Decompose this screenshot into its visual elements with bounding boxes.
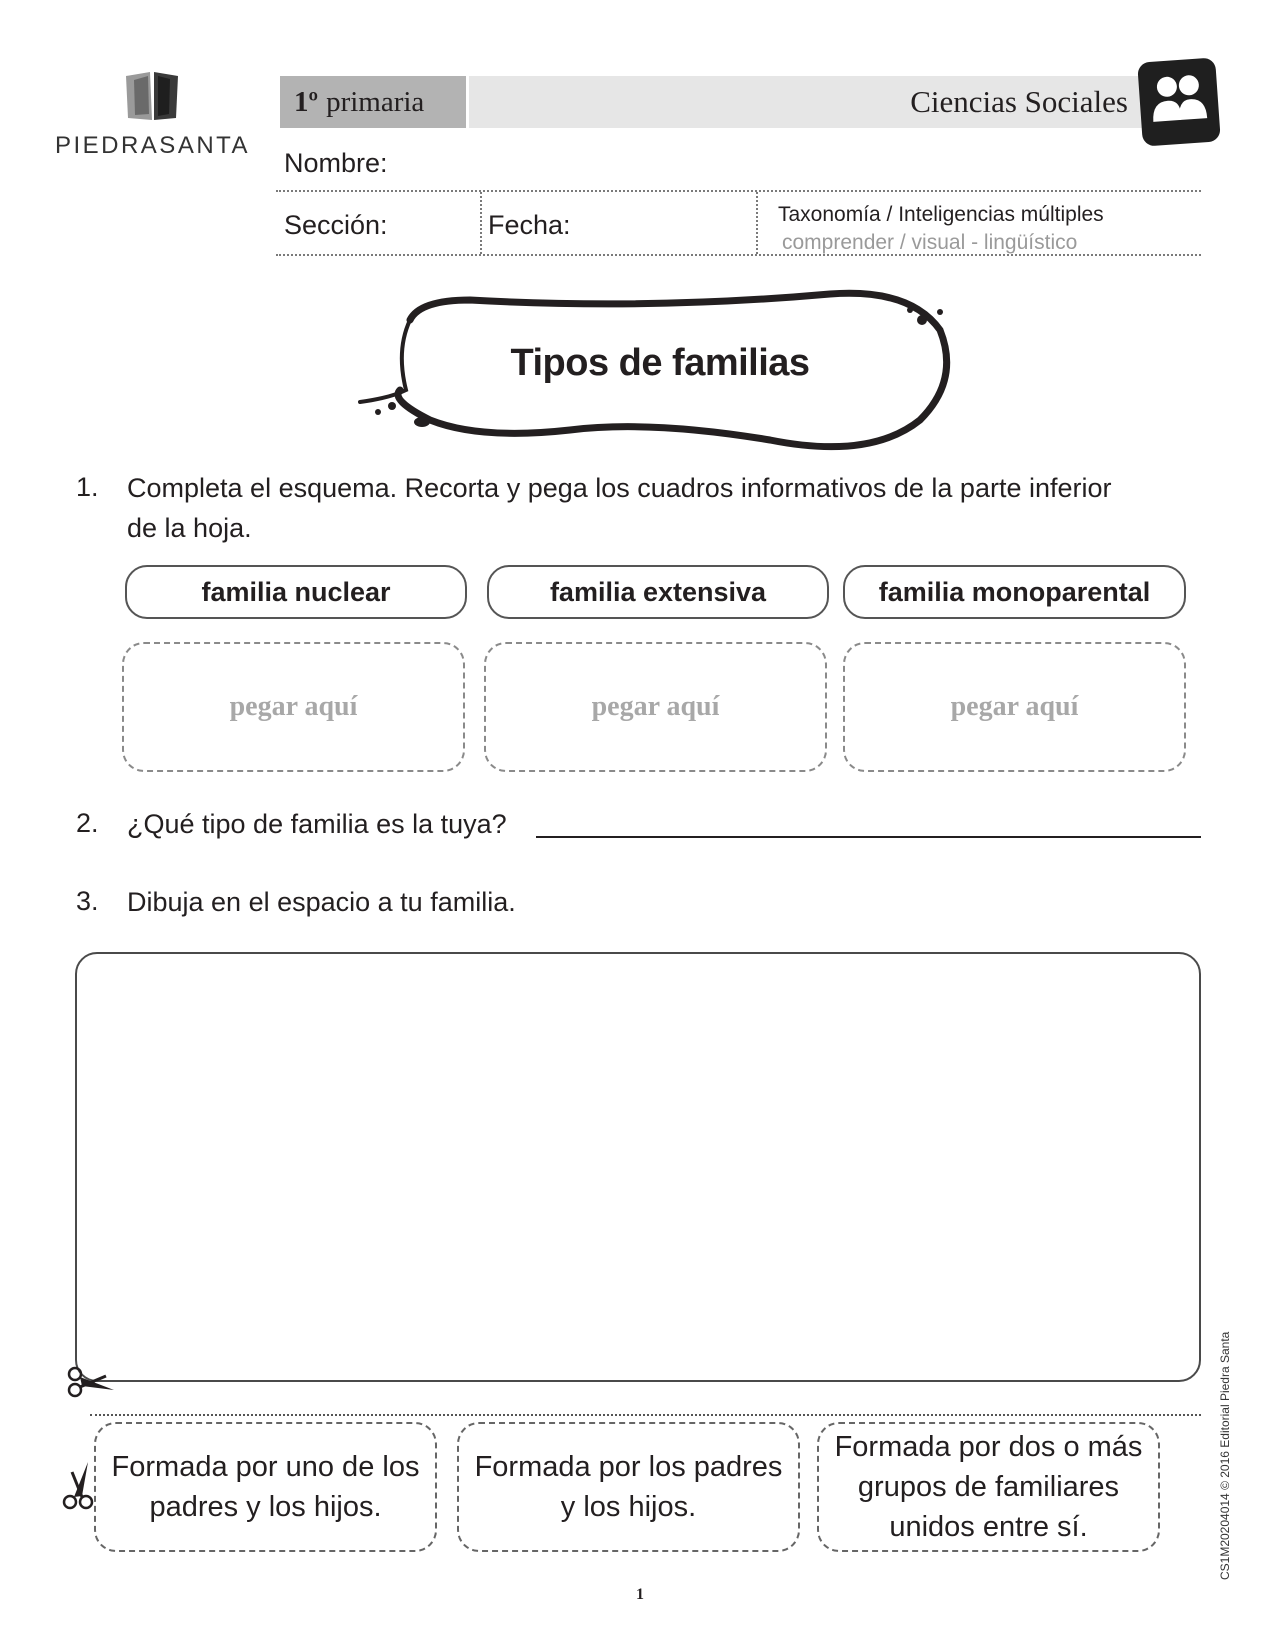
divider — [276, 254, 1201, 256]
section-label: Sección: — [284, 210, 388, 240]
category-nuclear: familia nuclear — [125, 565, 467, 619]
cutout-text — [475, 1447, 783, 1527]
question-1-line: de la hoja. — [127, 513, 252, 543]
copyright-text: CS1M20204014 © 2016 Editorial Piedra Santa — [1218, 1331, 1232, 1580]
grade-label: primaria — [326, 85, 425, 118]
publisher-name: PIEDRASANTA — [54, 132, 251, 159]
scissors-icon — [60, 1460, 96, 1512]
cut-line — [90, 1414, 1201, 1416]
cutout-line: Formada por uno de los — [111, 1451, 420, 1483]
cutout-line: Formada por dos o más — [834, 1431, 1143, 1463]
taxonomy-title: Taxonomía / Inteligencias múltiples — [778, 203, 1104, 226]
cutout-card[interactable] — [457, 1422, 800, 1552]
date-label: Fecha: — [488, 210, 571, 240]
cutout-line: grupos de familiares — [857, 1471, 1120, 1503]
cutout-text — [835, 1427, 1143, 1547]
title-frame — [350, 280, 970, 460]
cutout-line: y los hijos. — [560, 1491, 697, 1523]
question-number: 2. — [76, 808, 99, 838]
paste-area[interactable]: pegar aquí — [122, 642, 465, 772]
cutout-card[interactable] — [817, 1422, 1160, 1552]
category-extensiva: familia extensiva — [487, 565, 829, 619]
question-1-text — [127, 468, 1207, 548]
cutout-line: padres y los hijos. — [149, 1491, 382, 1523]
taxonomy-values: comprender / visual - lingüístico — [782, 231, 1078, 254]
paste-area[interactable]: pegar aquí — [843, 642, 1186, 772]
grade-badge — [280, 76, 466, 128]
subject-banner — [469, 76, 1150, 128]
divider — [756, 192, 758, 254]
scissors-icon — [66, 1364, 118, 1400]
question-3-text: Dibuja en el espacio a tu familia. — [127, 887, 516, 917]
drawing-area[interactable] — [75, 952, 1201, 1382]
divider — [276, 190, 1201, 192]
question-number: 3. — [76, 886, 99, 916]
book-logo-icon — [122, 70, 184, 122]
question-number: 1. — [76, 472, 99, 502]
page-title: Tipos de familias — [510, 342, 810, 384]
question-1-line: Completa el esquema. Recorta y pega los cuadros informativos de la parte inferior — [127, 473, 1112, 503]
paste-area[interactable]: pegar aquí — [484, 642, 827, 772]
publisher-logo — [50, 70, 255, 170]
question-2-text: ¿Qué tipo de familia es la tuya? — [127, 809, 507, 839]
grade-number: 1º — [294, 85, 319, 118]
people-icon — [1137, 57, 1221, 146]
answer-line[interactable] — [536, 836, 1201, 838]
cutout-line: unidos entre sí. — [889, 1511, 1088, 1543]
divider — [480, 192, 482, 254]
subject-title: Ciencias Sociales — [910, 84, 1128, 119]
cutout-line: Formada por los padres — [474, 1451, 783, 1483]
cutout-text — [112, 1447, 420, 1527]
page-number: 1 — [636, 1586, 644, 1603]
category-monoparental: familia monoparental — [843, 565, 1186, 619]
name-label: Nombre: — [284, 148, 388, 178]
cutout-card[interactable] — [94, 1422, 437, 1552]
